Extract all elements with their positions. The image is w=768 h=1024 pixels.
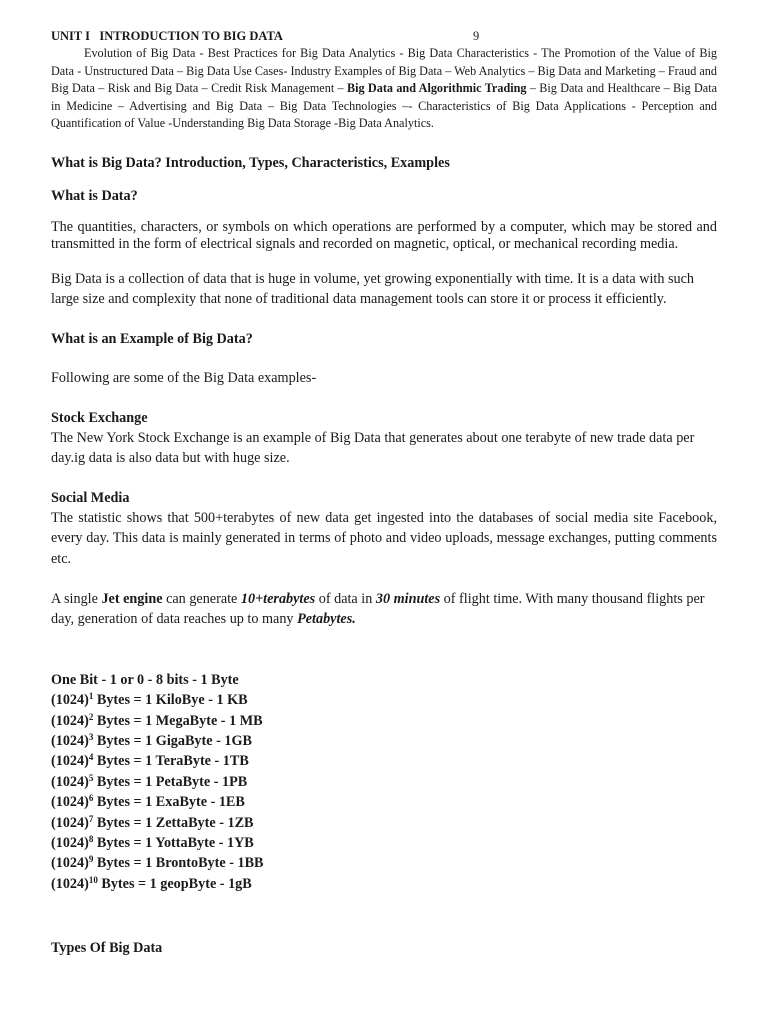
data-units-list [51, 670, 717, 894]
unit-row-9: $(1024)^9$ Bytes = 1 BrontoByte - 1BB [51, 854, 264, 872]
jet-minutes-term: 30 minutes [375, 590, 441, 607]
jet-text-1: A single [51, 590, 102, 607]
big-data-definition-paragraph: Big Data is a collection of data that is huge in volume, yet growing exponentially with time. It is a data with such large size and complexity that none of traditional data management tools can store it or process it efficiently. [51, 270, 695, 308]
main-heading: What is Big Data? Introduction, Types, Characteristics, Examples [51, 154, 450, 171]
jet-petabytes-term: Petabytes. [297, 611, 356, 628]
unit-row-8: $(1024)^8$ Bytes = 1 YottaByte - 1YB [51, 833, 254, 851]
what-is-data-heading: What is Data? [51, 187, 138, 204]
example-heading: What is an Example of Big Data? [51, 330, 253, 347]
syllabus-paragraph [51, 45, 717, 133]
unit-header [51, 28, 717, 45]
social-media-paragraph: The statistic shows that 500+terabytes of new data get ingested into the databases of social media site Facebook, every day. This data is mainly generated in terms of photo and video uploads, message exchanges, putting comments etc. [51, 509, 717, 567]
examples-intro: Following are some of the Big Data examples- [51, 369, 317, 386]
unit-row-4: $(1024)^4$ Bytes = 1 TeraByte - 1TB [51, 752, 249, 770]
unit-row-5: $(1024)^5$ Bytes = 1 PetaByte - 1PB [51, 772, 248, 790]
syllabus-text-1: Evolution of Big Data - Best Practices for Big Data Analytics - Big Data Characteristics - The Promotion of the Value of Big Data - Unstructured Data – Big Data Use Cases- Industry Examples of Big Data – Web Analytics – Big Data and Marketing – Fraud and Big Data – Risk and Big Data – Credit Risk Management – [51, 46, 717, 96]
jet-text-4: of flight time. With many thousand flights per day, generation of data reaches up to many [51, 590, 705, 628]
data-definition-paragraph: The quantities, characters, or symbols on which operations are performed by a computer, which may be stored and transmitted in the form of electrical signals and recorded on magnetic, optical, or mechanical recording media. [51, 218, 717, 253]
unit-title: UNIT I INTRODUCTION TO BIG DATA [51, 29, 283, 43]
jet-terabytes-term: 10+terabytes [240, 590, 316, 607]
jet-engine-term: Jet engine [101, 590, 163, 607]
unit-row-3: $(1024)^3$ Bytes = 1 GigaByte - 1GB [51, 731, 252, 749]
social-media-heading: Social Media [51, 489, 130, 506]
page-number: 9 [473, 29, 480, 43]
types-heading: Types Of Big Data [51, 940, 163, 957]
unit-row-1: $(1024)^1$ Bytes = 1 KiloBye - 1 KB [51, 691, 248, 709]
unit-row-2: $(1024)^2$ Bytes = 1 MegaByte - 1 MB [51, 711, 263, 729]
unit-row-6: $(1024)^6$ Bytes = 1 ExaByte - 1EB [51, 793, 245, 811]
jet-text-2: can generate [162, 590, 241, 607]
syllabus-text-2: – Big Data and Healthcare – Big Data in Medicine – Advertising and Big Data – Big Data Technologies –- Characteristics of Big Data Applications - Perception and Quantification of Value -Understanding Big Data Storage -Big Data Analytics. [51, 81, 717, 131]
stock-exchange-paragraph: The New York Stock Exchange is an example of Big Data that generates about one terabyte of new trade data per day.ig data is also data but with huge size. [51, 429, 695, 467]
syllabus-bold-topic: Big Data and Algorithmic Trading [346, 81, 527, 96]
bit-line: One Bit - 1 or 0 - 8 bits - 1 Byte [51, 671, 239, 688]
document-page [51, 28, 717, 958]
unit-row-7: $(1024)^7$ Bytes = 1 ZettaByte - 1ZB [51, 813, 254, 831]
jet-text-3: of data in [315, 590, 376, 607]
unit-row-10: $(1024)^{10}$ Bytes = 1 geopByte - 1gB [51, 874, 252, 892]
stock-exchange-heading: Stock Exchange [51, 409, 148, 426]
jet-engine-paragraph [51, 589, 717, 630]
